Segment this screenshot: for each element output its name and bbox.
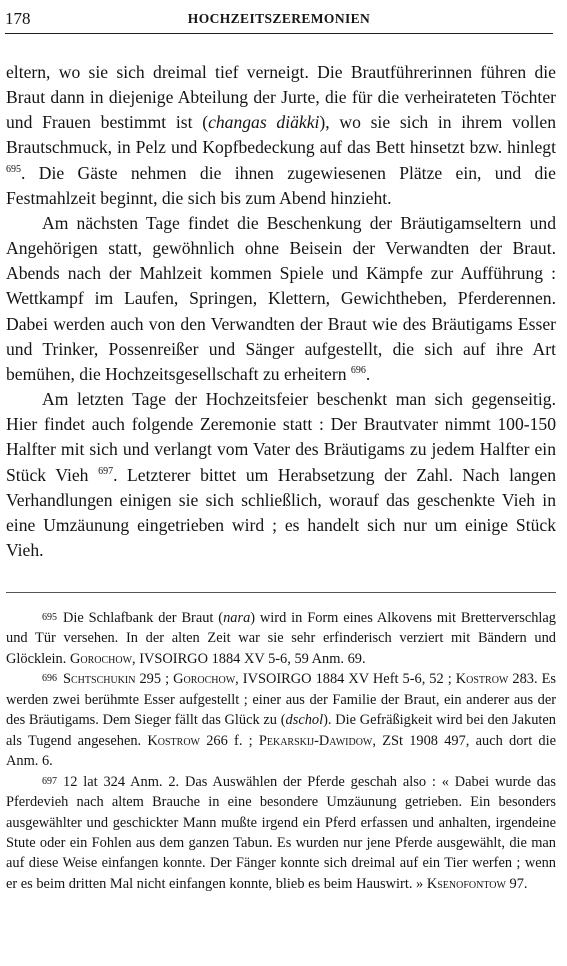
footnote-ref-696: 696 bbox=[350, 365, 366, 377]
author-name: Gorochow bbox=[173, 671, 236, 688]
footnote-rule bbox=[6, 592, 556, 593]
footnotes bbox=[6, 608, 556, 894]
footnote-ref-695: 695 bbox=[6, 163, 21, 175]
footnote-695: 695 Die Schlafbank der Braut (nara) wird in Form eines Alkovens mit Bretterverschlag und Tür versehen. In der alten Zeit war sie sehr erfinderisch verziert mit Bändern und Glöcklein. Gorochow, IVSOIRGO 1884 XV 5-6, 59 Anm. 69. bbox=[6, 610, 557, 667]
main-text bbox=[6, 60, 556, 563]
author-name: Schtschukin bbox=[63, 671, 136, 688]
footnote-696: 696 Schtschukin 295 ; Gorochow, IVSOIRGO 1884 XV Heft 5-6, 52 ; Kostrow 283. Es werden zwei berühmte Esser aufgestellt ; einer aus der Familie der Braut, ein anderer aus der des Bräutigams. Dem Sieger fällt das Glück zu (dschol). Die Gefräßigkeit wird bei den Jakuten als Tugend angesehen. Kostrow 266 f. ; Pekarskij-Dawidow, ZSt 1908 497, auch dort die Anm. 6. bbox=[6, 671, 557, 770]
footnote-number: 697 bbox=[42, 775, 57, 787]
author-name: Pekarskij-Dawidow bbox=[258, 732, 373, 749]
author-name: Gorochow bbox=[69, 650, 133, 667]
header-rule bbox=[5, 33, 553, 34]
page-number: 178 bbox=[5, 9, 31, 28]
footnote-number: 695 bbox=[42, 612, 57, 623]
footnote-697: 697 12 lat 324 Anm. 2. Das Auswählen der Pferde geschah also : « Dabei wurde das Pferdevieh nach altem Brauche in eine besondere Umzäunung getrieben. Ein besonders ausgewählter und geschickter Mann mußte irgend ein Pferd erfassen und anhalten, irgendeine Stute oder ein Fohlen aus dem ganzen Tabun. Es wurden nur jene Pferde ausgewählt, die man auf diese Weise einfangen konnte. Der Fänger konnte sich dreimal auf ein Tier werfen ; wenn er es beim dritten Mal nicht einfangen konnte, blieb es beim Hauswirt. » Ksenofontow 97. bbox=[6, 773, 556, 892]
paragraph-1: eltern, wo sie sich dreimal tief verneigt. Die Brautführerinnen führen die Braut dann in diejenige Abteilung der Jurte, die für die verheirateten Töchter und Frauen bestimmt ist (changas diäkki), wo sie sich in ihrem vollen Brautschmuck, in Pelz und Kopfbedeckung auf das Bett hinsetzt bzw. hinlegt $^{695}$. Die Gäste nehmen die ihnen zugewiesenen Plätze ein, und die Festmahlzeit beginnt, die sich bis zum Abend hinzieht. bbox=[6, 62, 557, 208]
running-head: HOCHZEITSZEREMONIEN bbox=[187, 11, 371, 26]
author-name: Kostrow bbox=[455, 671, 509, 688]
page-header bbox=[5, 8, 553, 30]
italic-term: changas diäkki bbox=[208, 112, 320, 133]
footnote-ref-697: 697 bbox=[98, 465, 114, 477]
footnote-number: 696 bbox=[42, 673, 57, 685]
author-name: Ksenofontow bbox=[426, 875, 506, 892]
author-name: Kostrow bbox=[147, 732, 200, 749]
paragraph-3: Am letzten Tage der Hochzeitsfeier beschenkt man sich gegenseitig. Hier findet auch folgende Zeremonie statt : Der Brautvater nimmt 100-150 Halfter mit sich und verlangt vom Vater des Bräutigams zu jedem Halfter ein Stück Vieh $^{697}$. Letzterer bittet um Herabsetzung der Zahl. Nach langen Verhandlungen einigen sie sich schließlich, worauf das geschenkte Vieh in eine Umzäunung eingetrieben wird ; es handelt sich nur um einige Stück Vieh. bbox=[6, 389, 557, 560]
paragraph-2: Am nächsten Tage findet die Beschenkung der Bräutigamseltern und Angehörigen statt, gewöhnlich ohne Beisein der Verwandten der Braut. Abends nach der Mahlzeit kommen Spiele und Kämpfe zur Aufführung : Wettkampf im Laufen, Springen, Klettern, Gewichtheben, Pferderennen. Dabei werden auch von den Verwandten der Braut wie des Bräutigams Esser und Trinker, Possenreißer und Sänger aufgestellt, die sich auf ihre Art bemühen, die Hochzeitsgesellschaft zu erheitern $^{696}$. bbox=[6, 212, 556, 384]
